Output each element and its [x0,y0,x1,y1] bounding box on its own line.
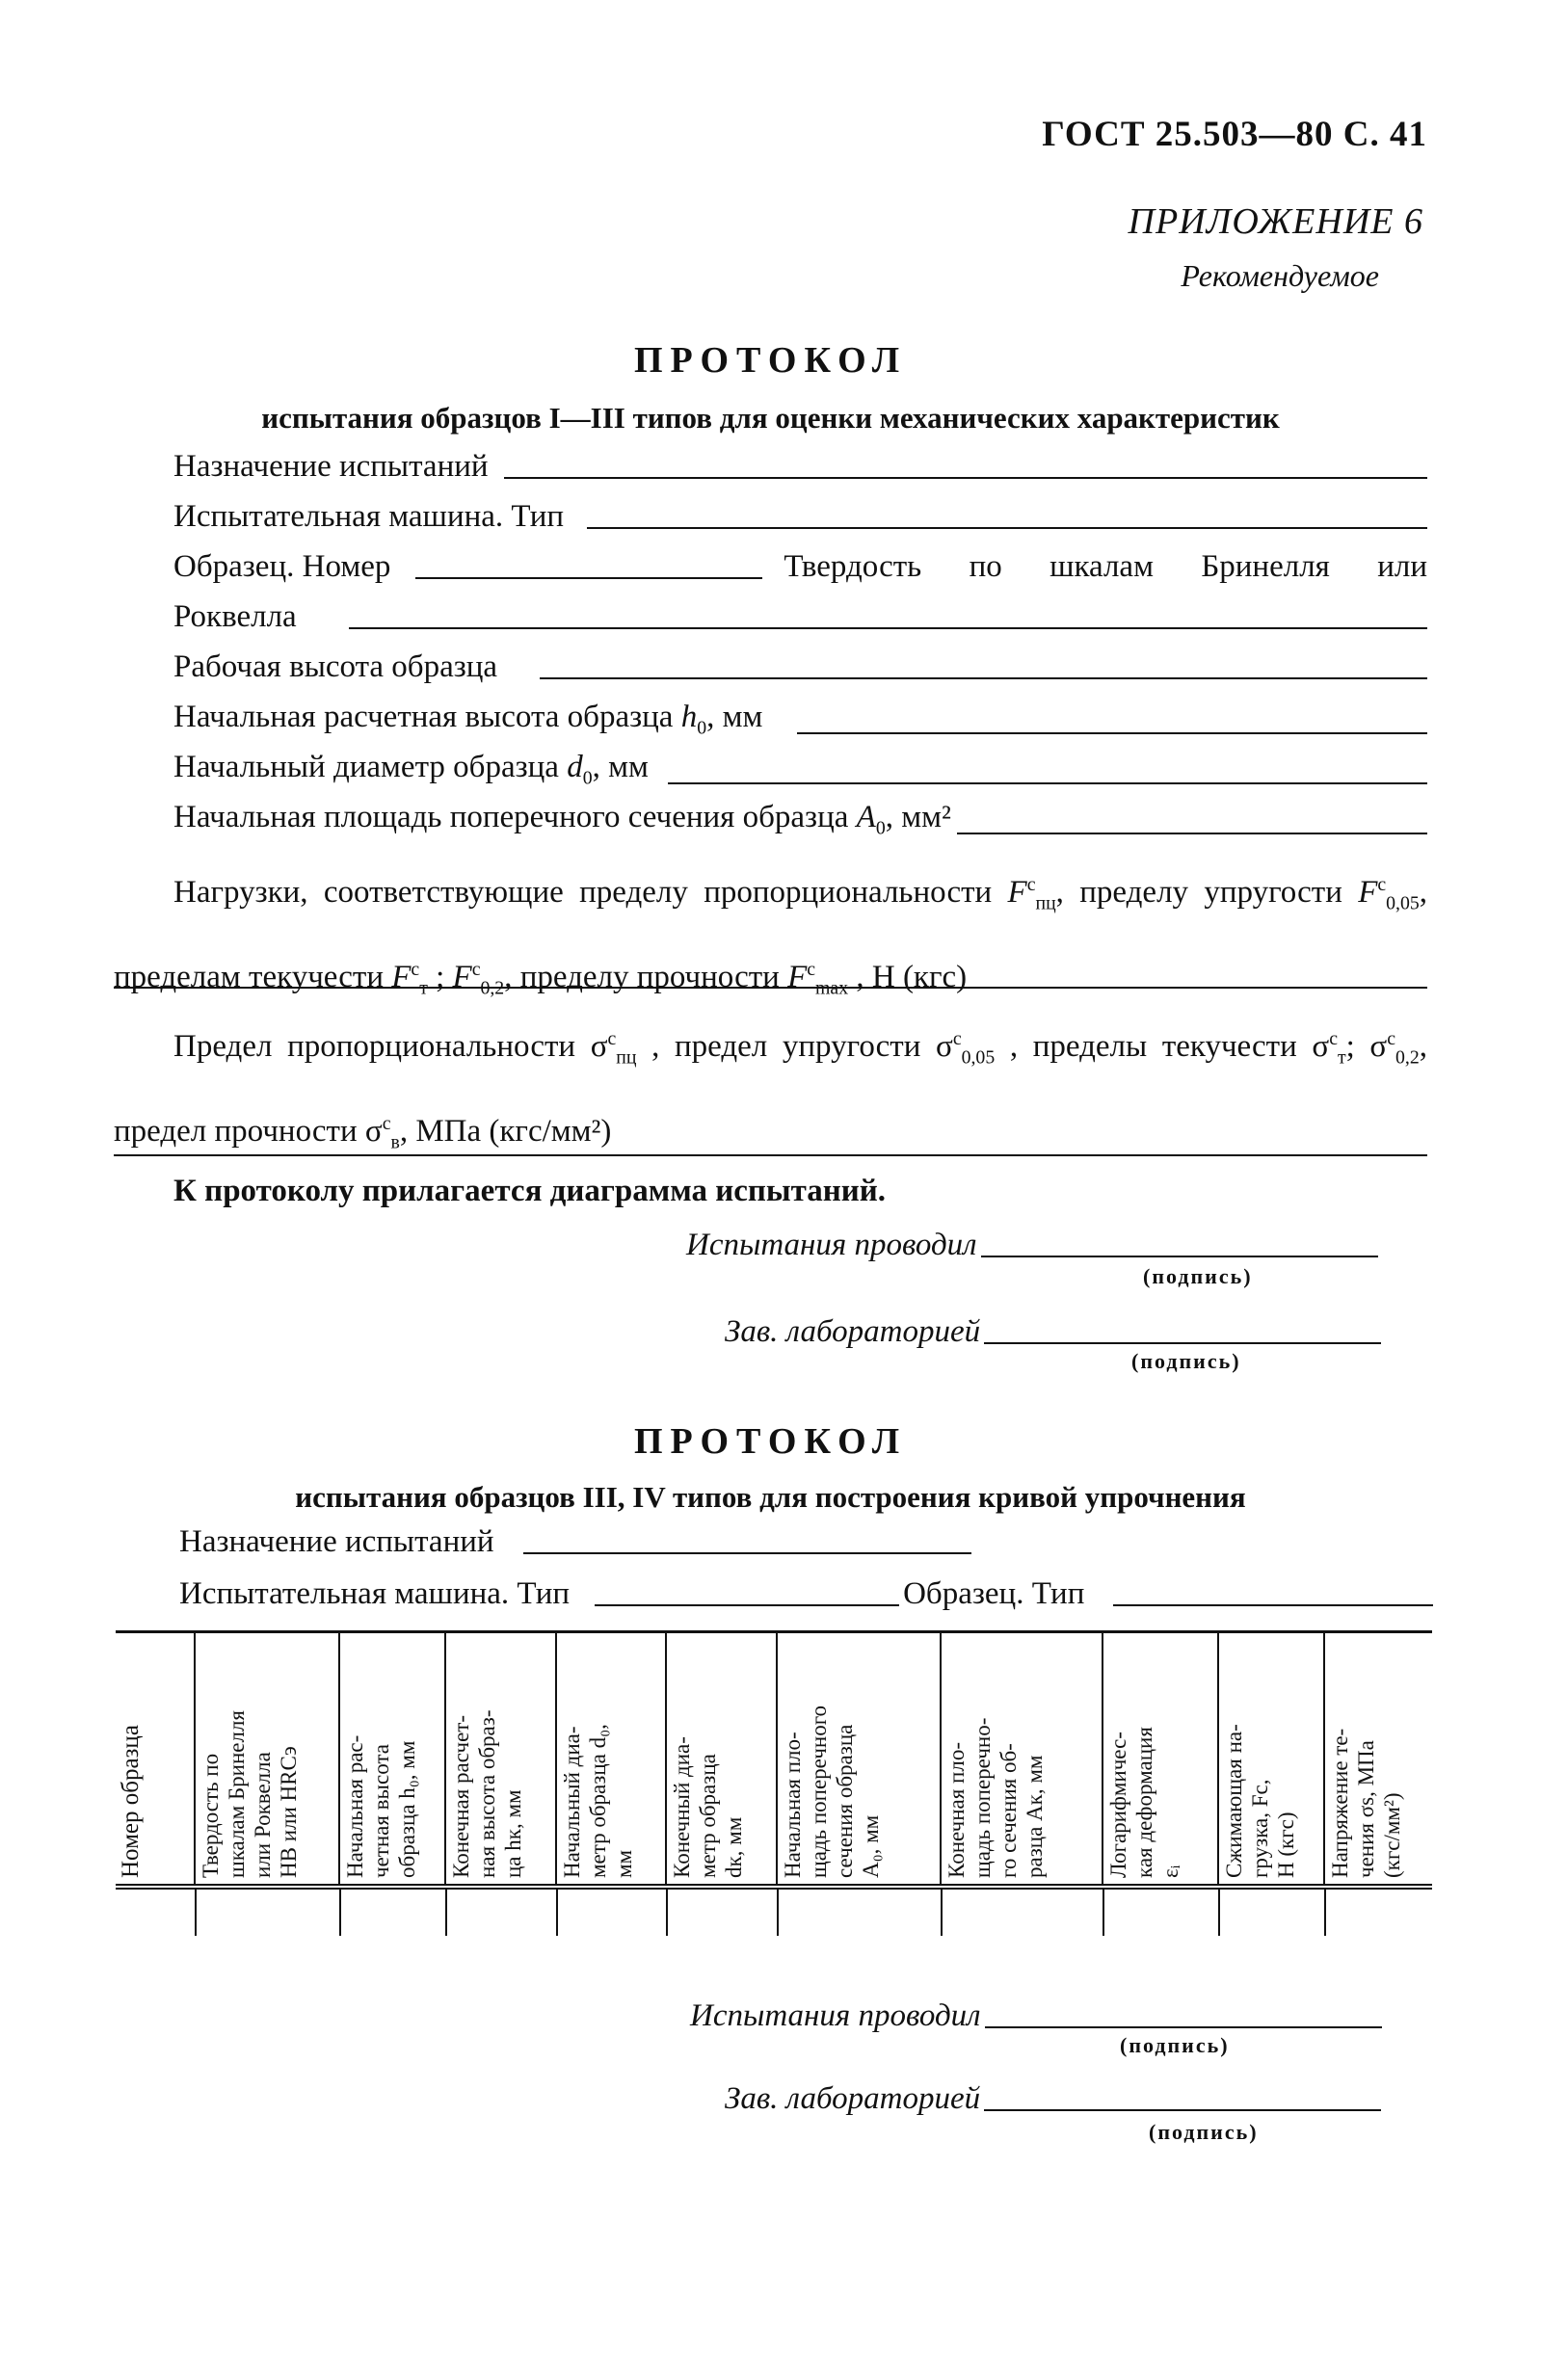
protocol1-title: ПРОТОКОЛ [633,340,908,381]
tested-by-signature-line[interactable] [985,2025,1382,2028]
signature-caption: (подпись) [1131,1349,1241,1373]
limits-answer-line[interactable] [114,1154,1427,1156]
col-log-strain: Логарифмичес- кая деформация εᵢ [1103,1633,1218,1887]
machine-input-line[interactable] [587,526,1427,529]
lab-head-signature-line[interactable] [984,2108,1381,2111]
col-final-area: Конечная пло- щадь поперечно- го сечения об- разца Aк, мм [941,1633,1103,1887]
tested-by-label: Испытания проводил [690,1998,981,2033]
lab-head-label: Зав. лабораторией [725,1314,981,1349]
table-cell[interactable] [195,1887,339,1941]
sample-label: Образец. Номер [173,549,391,584]
table-cell[interactable] [1218,1887,1324,1941]
signature-caption: (подпись) [1143,1264,1253,1288]
table-cell[interactable] [777,1887,941,1941]
initial-diameter-input-line[interactable] [668,781,1427,784]
document-code: ГОСТ 25.503—80 С. 41 [1042,115,1427,154]
sample-line [173,549,1427,585]
loads-paragraph: Нагрузки, соответствующие пределу пропорциональности $F^c_{пц}$, пределу упругости $F^c_{0,05}$, пределам текучести $F^c_т$ ; $F^c_{0,2}$, пределу прочности $F^c_{max}$ , Н (кгс) [114,874,1428,999]
initial-height-label: Начальная расчетная высота образца $h_0$, мм [173,700,763,739]
machine2-input-line[interactable] [595,1604,899,1606]
initial-area-input-line[interactable] [957,832,1427,834]
col-compressive-load: Сжимающая на- грузка, Fc, Н (кгс) [1218,1633,1324,1887]
table-cell[interactable] [339,1887,445,1941]
working-height-input-line[interactable] [540,676,1427,679]
rockwell-line [173,599,1427,635]
appendix-status: Рекомендуемое [1181,258,1379,293]
sample-number-input-line[interactable] [415,577,762,579]
purpose2-input-line[interactable] [523,1551,971,1554]
table-cell[interactable] [1103,1887,1218,1941]
lab-head-label: Зав. лабораторией [725,2081,981,2116]
col-initial-diameter: Начальный диа- метр образца d₀, мм [556,1633,666,1887]
table-cell[interactable] [1324,1887,1432,1941]
sample-type-input-line[interactable] [1113,1603,1433,1606]
appendix-number: ПРИЛОЖЕНИЕ 6 [1128,201,1423,242]
col-flow-stress: Напряжение те- чения σs, МПа (кгс/мм²) [1324,1633,1432,1887]
rockwell-label: Роквелла [173,599,297,634]
loads-answer-line[interactable] [114,987,1427,989]
protocol1-subtitle: испытания образцов I—III типов для оценки механических характеристик [261,401,1280,435]
lab-head-2 [725,2081,1381,2117]
signature-caption: (подпись) [1120,2033,1230,2057]
tested-by-1 [686,1228,1378,1263]
table-cell[interactable] [666,1887,777,1941]
machine-line [173,499,1427,535]
machine2-line [179,1576,1433,1612]
tested-by-label: Испытания проводил [686,1228,977,1262]
initial-area-label: Начальная площадь поперечного сечения образца $A_0$, мм² [173,800,951,839]
purpose-line [173,449,1427,485]
initial-height-input-line[interactable] [797,731,1427,734]
tested-by-2 [690,1998,1382,2034]
sample-type-label: Образец. Тип [903,1576,1085,1611]
lab-head-signature-line[interactable] [984,1341,1381,1344]
table-cell[interactable] [445,1887,556,1941]
machine2-label: Испытательная машина. Тип [179,1576,571,1611]
machine-label: Испытательная машина. Тип [173,499,565,534]
lab-head-1 [725,1314,1381,1350]
working-height-label: Рабочая высота образца [173,649,498,684]
purpose2-label: Назначение испытаний [179,1524,494,1559]
results-table-wrapper [116,1630,1432,1941]
col-final-diameter: Конечный диа- метр образца dк, мм [666,1633,777,1887]
purpose-input-line[interactable] [504,476,1427,479]
rockwell-input-line[interactable] [349,626,1427,629]
col-initial-area: Начальная пло- щадь поперечного сечения образца A₀, мм [777,1633,941,1887]
results-table [116,1633,1432,1941]
col-sample-number: Номер образца [118,1725,144,1878]
signature-caption: (подпись) [1149,2120,1259,2144]
initial-diameter-label: Начальный диаметр образца $d_0$, мм [173,750,649,789]
limits-paragraph: Предел пропорциональности $\sigma^c_{пц}$ , предел упругости $\sigma^c_{0,05}$ , пределы текучести $\sigma^c_т$; $\sigma^c_{0,2}$, предел прочности $\sigma^c_в$, МПа (кгс/мм²) [114,1028,1427,1153]
hardness-label: Твердость по шкалам Бринелля или [784,549,1427,584]
tested-by-signature-line[interactable] [981,1255,1378,1257]
protocol2-subtitle: испытания образцов III, IV типов для построения кривой упрочнения [295,1480,1246,1514]
protocol2-title: ПРОТОКОЛ [633,1421,908,1462]
col-hardness: Твердость по шкалам Бринелля или Роквелла HB или HRCэ [195,1633,339,1887]
initial-area-line [173,800,1427,840]
initial-height-line [173,700,1427,740]
table-cell[interactable] [116,1887,195,1941]
purpose2-line [179,1524,971,1560]
table-cell[interactable] [941,1887,1103,1941]
col-final-height: Конечная расчет- ная высота образ- ца hк, мм [445,1633,556,1887]
col-initial-height: Начальная рас- четная высота образца h₀, мм [339,1633,445,1887]
working-height-line [173,649,1427,685]
initial-diameter-line [173,750,1427,790]
attachment-note: К протоколу прилагается диаграмма испытаний. [173,1174,887,1208]
table-row [116,1887,1432,1941]
purpose-label: Назначение испытаний [173,449,489,484]
table-cell[interactable] [556,1887,666,1941]
